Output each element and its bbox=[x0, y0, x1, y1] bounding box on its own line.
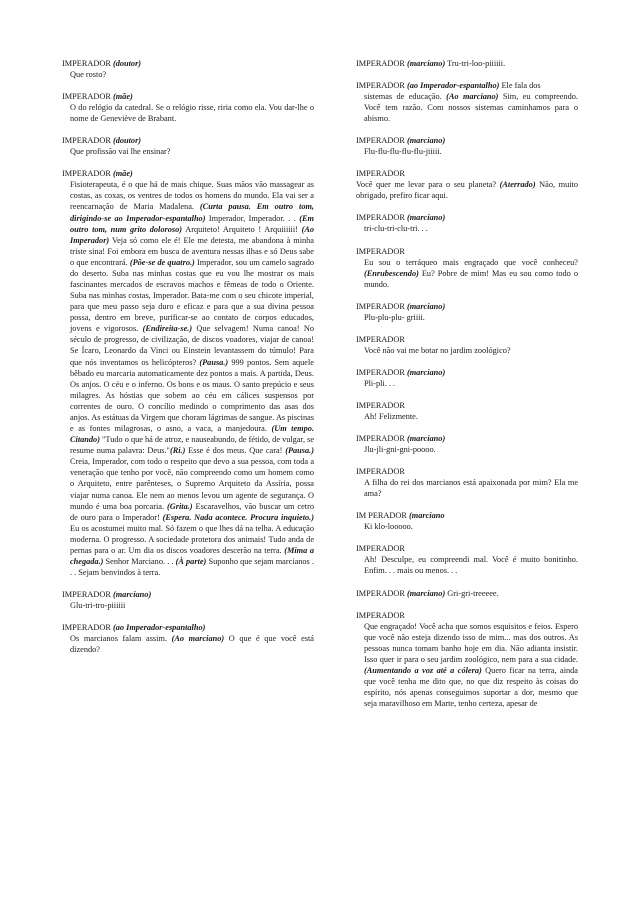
dialogue-text: Glu-tri-tro-piiiiii bbox=[70, 601, 126, 611]
speaker-line bbox=[356, 80, 578, 91]
dialogue-block bbox=[62, 622, 314, 655]
speaker-line bbox=[356, 543, 578, 554]
dialogue-block bbox=[356, 367, 578, 389]
dialogue-block bbox=[356, 168, 578, 201]
dialogue-text: Creia, Imperador, com todo o respeito que devo a sua pessoa, com toda a veneração que tenho por você, não compreendo como um homem como o Arquiteto, entre parênteses, o Supremo Arquiteto da Assíria, possa viajar numa canoa. Ele nem ao menos levou um agente de segurança. O mundo é uma boa porcaria. bbox=[70, 457, 314, 511]
dialogue-text: Plu-plu-plu- griiii. bbox=[364, 312, 425, 322]
dialogue-text: Escaravelhos, vão buscar um cetro de ouro para o Imperador! bbox=[70, 501, 314, 522]
dialogue-text: Senhor Marciano. . . bbox=[103, 556, 176, 566]
dialogue-text: Sim, eu compreendo. Você tem razão. Com nossos sistemas caminhamos para o abismo. bbox=[364, 92, 578, 124]
speaker-line bbox=[356, 246, 578, 257]
dialogue-block bbox=[356, 58, 578, 69]
speaker-line bbox=[356, 588, 578, 599]
speaker-name: IMPERADOR bbox=[356, 367, 405, 377]
speech-paragraph bbox=[356, 312, 578, 323]
speaker-name: IMPERADOR bbox=[356, 213, 405, 223]
dialogue-block bbox=[356, 466, 578, 499]
dialogue-text: Que selvagem! Numa canoa! No século de progresso, de civilização, de discos voadores, viajar de canoa! Se Ícaro, Leonardo da Vinci ou Einstein levantassem do túmulo! Para que nós inventamos os helicópteros? bbox=[70, 324, 314, 367]
stage-direction: (Ri.) bbox=[169, 446, 186, 456]
dialogue-text: Imperador, Imperador. . . bbox=[205, 213, 300, 223]
speaker-name: IMPERADOR bbox=[356, 401, 405, 411]
speaker-direction: (marciano) bbox=[406, 434, 446, 444]
dialogue-text: sistemas de educação. bbox=[364, 92, 447, 101]
dialogue-text: Eu sou o terráqueo mais engraçado que você conheceu? bbox=[364, 257, 578, 267]
speech-paragraph bbox=[62, 69, 314, 80]
speaker-direction: (marciano bbox=[409, 511, 445, 521]
speech-paragraph bbox=[356, 444, 578, 455]
speech-paragraph bbox=[62, 146, 314, 157]
dialogue-block bbox=[62, 168, 314, 578]
speaker-name: IMPERADOR bbox=[356, 334, 405, 344]
speech-paragraph bbox=[356, 621, 578, 710]
dialogue-block bbox=[356, 510, 578, 532]
speaker-name: IMPERADOR bbox=[62, 169, 111, 179]
dialogue-block bbox=[356, 212, 578, 234]
speaker-line bbox=[62, 589, 314, 600]
speaker-name: IMPERADOR bbox=[62, 59, 111, 68]
speaker-direction: (marciano) bbox=[406, 213, 446, 223]
speech-paragraph bbox=[356, 554, 578, 576]
speaker-line bbox=[356, 301, 578, 312]
stage-direction: (Grita.) bbox=[166, 501, 193, 511]
dialogue-block bbox=[62, 58, 314, 80]
stage-direction: (Pausa.) bbox=[285, 446, 314, 456]
dialogue-text: Que rosto? bbox=[70, 70, 107, 79]
dialogue-block bbox=[356, 334, 578, 356]
dialogue-block bbox=[356, 588, 578, 599]
dialogue-text: Eu? Pobre de mim! Mas eu sou como todo o mundo. bbox=[364, 268, 578, 289]
speaker-direction: (marciano) bbox=[406, 367, 446, 377]
speaker-name: IMPERADOR bbox=[62, 623, 111, 633]
stage-direction: (Põe-se de quatro.) bbox=[129, 257, 195, 267]
dialogue-text: tri-clu-tri-clu-tri. . . bbox=[364, 224, 428, 234]
speech-paragraph bbox=[356, 411, 578, 422]
speaker-line bbox=[356, 58, 578, 69]
speaker-name: IMPERADOR bbox=[356, 588, 405, 598]
right-column bbox=[356, 58, 578, 720]
speaker-name: IMPERADOR bbox=[62, 590, 111, 600]
dialogue-text: Tru-tri-loo-piiiiii. bbox=[445, 59, 506, 68]
speaker-line bbox=[62, 168, 314, 179]
speaker-line bbox=[62, 622, 314, 633]
speaker-name: IMPERADOR bbox=[356, 610, 405, 620]
speaker-line bbox=[356, 367, 578, 378]
speaker-line bbox=[356, 466, 578, 477]
dialogue-block bbox=[356, 301, 578, 323]
speech-paragraph bbox=[356, 91, 578, 124]
speaker-name: IM PERADOR bbox=[356, 511, 407, 521]
stage-direction: (À parte) bbox=[175, 556, 207, 566]
speaker-name: IMPERADOR bbox=[356, 246, 405, 256]
speaker-direction: (doutor) bbox=[112, 136, 142, 146]
speaker-name: IMPERADOR bbox=[356, 136, 405, 146]
speaker-name: IMPERADOR bbox=[356, 434, 405, 444]
dialogue-text: Fisioterapeuta, é o que há de mais chique. Suas mãos vão massagear as costas, as coxas, os ventres de todos os homens do mundo. Ela vai ser a reencarnação de Maria Madalena. bbox=[70, 180, 314, 212]
dialogue-text: Você quer me levar para o seu planeta? bbox=[356, 180, 500, 190]
speaker-direction: (mãe) bbox=[112, 169, 133, 179]
dialogue-block bbox=[356, 610, 578, 710]
speech-paragraph bbox=[356, 179, 578, 201]
speaker-direction: (ao Imperador-espantalho) bbox=[112, 623, 206, 633]
dialogue-text: Não, muito obrigado, prefiro ficar aqui. bbox=[356, 180, 578, 201]
speaker-line bbox=[356, 400, 578, 411]
speaker-line bbox=[356, 168, 578, 179]
dialogue-text: Ele fala dos bbox=[499, 81, 541, 90]
dialogue-text: Ki klo-looooo. bbox=[364, 522, 413, 532]
dialogue-text: Esse é dos meus. Que cara! bbox=[185, 446, 286, 456]
speaker-line bbox=[356, 433, 578, 444]
dialogue-block bbox=[62, 135, 314, 157]
speech-paragraph bbox=[62, 600, 314, 611]
stage-direction: (Mima a chegada.) bbox=[70, 545, 314, 566]
stage-direction: (Aterrado) bbox=[499, 180, 536, 190]
dialogue-text: O que é que você está dizendo? bbox=[70, 634, 314, 655]
dialogue-text: Que engraçado! Você acha que somos esquisitos e feios. Espero que você não esteja dizendo isso de mim... mas dos outros. As pessoas nunca tomam banho hoje em dia. Não adianta insistir. Isso quer ir para o seu jardim zoológico, nem para a sua cidade. bbox=[364, 621, 578, 664]
dialogue-block bbox=[356, 246, 578, 290]
speaker-direction: (marciano) bbox=[406, 59, 446, 68]
stage-direction: (Em outro tom, num grito doloroso) bbox=[70, 213, 314, 234]
speech-paragraph bbox=[62, 633, 314, 655]
speaker-name: IMPERADOR bbox=[356, 467, 405, 477]
stage-direction: (Pausa.) bbox=[199, 357, 229, 367]
speaker-name: IMPERADOR bbox=[356, 169, 405, 179]
speech-paragraph bbox=[356, 477, 578, 499]
left-column bbox=[62, 58, 314, 666]
speaker-line bbox=[356, 135, 578, 146]
dialogue-text: Gri-gri-treeeee. bbox=[445, 588, 499, 598]
dialogue-text: Eu os acostumei muito mal. Só fazem o que lhes dá na telha. A educação moderna. O progresso. A sociedade protetora dos animais! Tudo anda de pernas para o ar. Um dia os discos voadores descerão na terra. bbox=[70, 523, 314, 555]
dialogue-text: "Tudo o que há de atroz, e nauseabundo, de fétido, de vulgar, se resume numa palavra: Deus." bbox=[70, 435, 314, 456]
dialogue-block bbox=[356, 135, 578, 157]
speaker-name: IMPERADOR bbox=[62, 92, 111, 102]
speech-paragraph bbox=[62, 179, 314, 578]
speaker-direction: (mãe) bbox=[112, 92, 133, 102]
dialogue-block bbox=[62, 589, 314, 611]
dialogue-text: Suponho que sejam marcianos . . . Sejam benvindos à terra. bbox=[70, 556, 314, 578]
dialogue-block bbox=[356, 433, 578, 455]
dialogue-text: O do relógio da catedral. Se o relógio risse, riria como ela. Vou dar-lhe o nome de Geneviève de Brabant. bbox=[70, 103, 314, 124]
stage-direction: (Aumentando a voz até a cólera) bbox=[364, 665, 482, 675]
dialogue-text: Flu-flu-flu-flu-flu-jiiiii. bbox=[364, 147, 442, 157]
dialogue-text: 999 pontos. Sem aquele bêbado eu marcaria automaticamente dez pontos a mais. A partida, Deus. Os anjos. O céu e o inferno. Os bons e os maus. O santo prepúcio e seus milagres. As hóstias que sobem ao céu em cálices suspensos por correntes de ouro. O concílio medindo o comprimento das asas dos anjos. As estátuas da Virgem que choram lágrimas de sangue. As piscinas e as fontes milagrosas, o asno, a vaca, a manjedoura. bbox=[70, 357, 314, 434]
speaker-name: IMPERADOR bbox=[356, 59, 405, 68]
dialogue-text: Veja só como ele é! Ele me detesta, me abandona à minha triste sina! Foi embora em busca de aventura nessas ilhas e só Deus sabe o que encontrará. bbox=[70, 235, 314, 267]
speech-paragraph bbox=[356, 521, 578, 532]
speaker-name: IMPERADOR bbox=[356, 81, 405, 90]
speech-paragraph bbox=[356, 378, 578, 389]
dialogue-block bbox=[356, 543, 578, 576]
speaker-direction: (marciano) bbox=[112, 590, 152, 600]
stage-direction: (Curta pausa. Em outro tom, dirigindo-se ao Imperador-espantalho) bbox=[70, 202, 314, 223]
speech-paragraph bbox=[356, 223, 578, 234]
dialogue-block bbox=[62, 91, 314, 124]
speaker-direction: (marciano) bbox=[406, 136, 446, 146]
dialogue-text: Quero ficar na terra, ainda que você tenha me dito que, no que diz respeito às coisas do espírito, nós apenas conseguimos suportar a dor, mesmo que seja maravilhoso em Marte, tenho certeza, apesar de bbox=[364, 665, 578, 709]
speech-paragraph bbox=[356, 257, 578, 290]
stage-direction: (Enrubescendo) bbox=[364, 268, 419, 278]
speech-paragraph bbox=[356, 345, 578, 356]
speaker-direction: (marciano) bbox=[406, 588, 446, 598]
stage-direction: (Ao Imperador) bbox=[70, 224, 315, 245]
speaker-name: IMPERADOR bbox=[356, 301, 405, 311]
dialogue-block bbox=[356, 80, 578, 124]
speaker-line bbox=[62, 58, 314, 69]
stage-direction: (Ao marciano) bbox=[446, 92, 499, 101]
stage-direction: (Um tempo. Citando) bbox=[70, 424, 314, 445]
dialogue-text: Pli-pli. . . bbox=[364, 378, 396, 388]
dialogue-text: Os marcianos falam assim. bbox=[70, 634, 172, 644]
stage-direction: (Ao marciano) bbox=[171, 634, 225, 644]
stage-direction: (Endireita-se.) bbox=[142, 324, 193, 334]
speaker-line bbox=[356, 334, 578, 345]
dialogue-text: Ah! Felizmente. bbox=[364, 412, 418, 422]
speech-paragraph bbox=[62, 102, 314, 124]
dialogue-text: Ah! Desculpe, eu compreendi mal. Você é muito bonitinho. Enfim. . . mais ou menos. . . bbox=[364, 555, 578, 576]
stage-direction: (Espera. Nada acontece. Procura inquieto.) bbox=[162, 512, 314, 522]
speech-paragraph bbox=[356, 146, 578, 157]
speaker-line bbox=[62, 91, 314, 102]
dialogue-text: Imperador, sou um camelo sagrado do deserto. Suba nas minhas costas que eu vou lhe mostrar os mais fascinantes mercados de escravos machos e fêmeas de todo o Oriente. Suba nas minhas costas, Imperador. Bata-me com o seu chicote imperial, para que meu passo seja duro e eficaz e para que a sua divina pessoa possa, dentro em breve, purificar-se ao contato de corpos educados, jovens e vigorosos. bbox=[70, 257, 314, 334]
speaker-name: IMPERADOR bbox=[356, 544, 405, 554]
speaker-line bbox=[62, 135, 314, 146]
speaker-line bbox=[356, 610, 578, 621]
dialogue-text: Que profissão vai lhe ensinar? bbox=[70, 147, 171, 157]
speaker-line bbox=[356, 212, 578, 223]
speaker-name: IMPERADOR bbox=[62, 136, 111, 146]
speaker-line bbox=[356, 510, 578, 521]
speaker-direction: (marciano) bbox=[406, 301, 446, 311]
dialogue-text: Arquiteto! Arquiteto ! Arquiiiiii! bbox=[182, 224, 302, 234]
speaker-direction: (doutor) bbox=[112, 59, 142, 68]
dialogue-text: Jlu-jli-gni-gni-poooo. bbox=[364, 445, 436, 455]
dialogue-block bbox=[356, 400, 578, 422]
dialogue-text: Você não vai me botar no jardim zoológico? bbox=[364, 345, 511, 355]
speaker-direction: (ao Imperador-espantalho) bbox=[406, 81, 500, 90]
dialogue-text: A filha do rei dos marcianos está apaixonada por mim? Ela me ama? bbox=[364, 478, 578, 499]
